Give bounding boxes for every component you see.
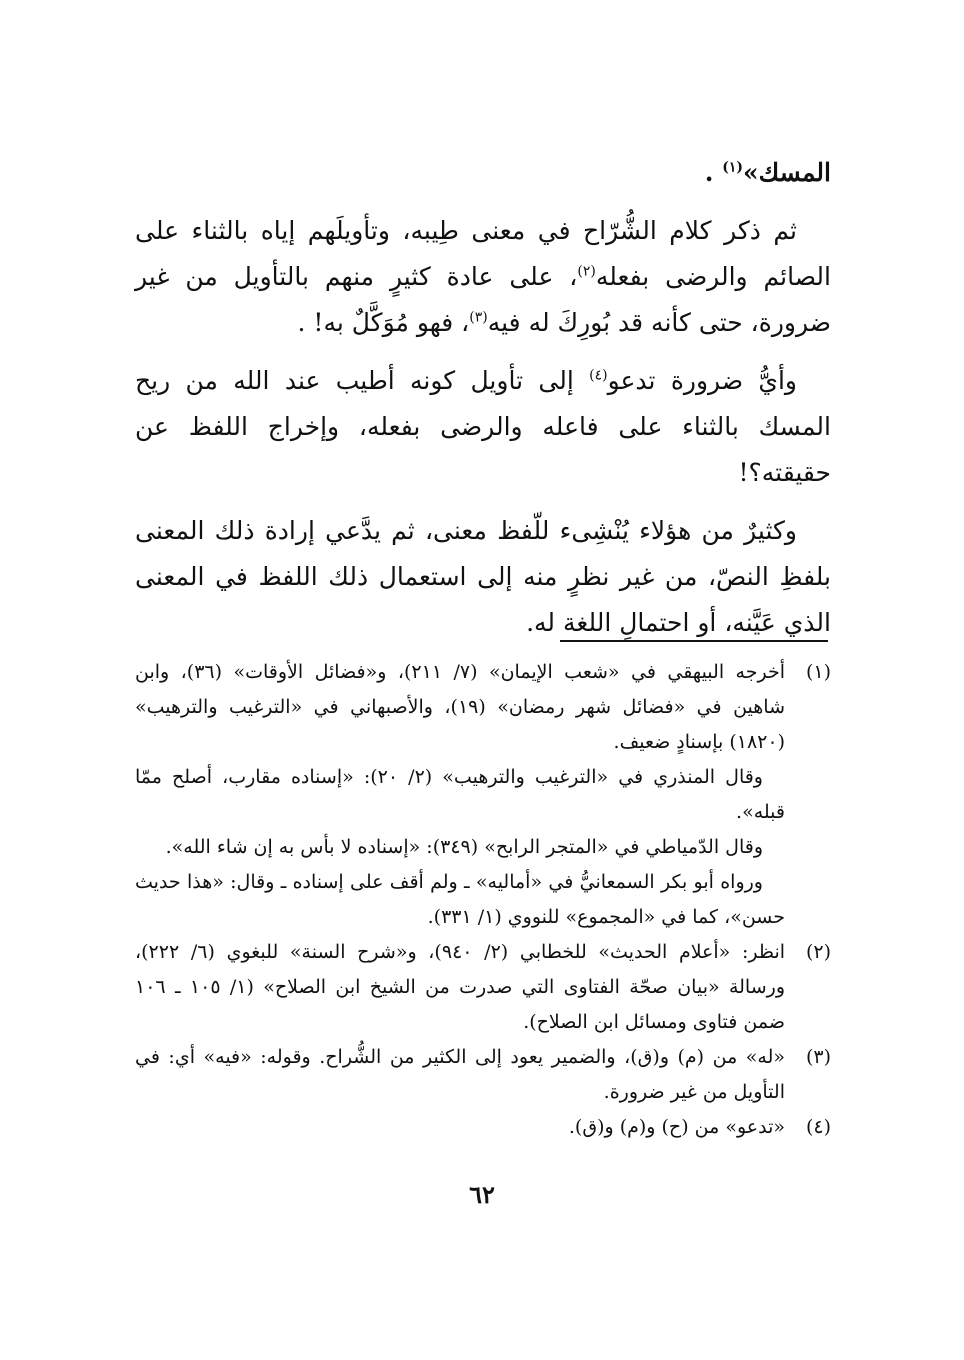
footnote-ref-3: (٣)	[469, 309, 488, 326]
footnote-body	[135, 1040, 785, 1110]
footnote-body	[135, 1110, 785, 1145]
paragraph-1	[135, 208, 831, 346]
paragraph-3: وكثيرٌ من هؤلاء يُنْشِىء للّفظ معنى، ثم يدَّعي إرادة ذلك المعنى بلفظِ النصّ، من غير نظرٍ منه إلى استعمال ذلك اللفظ في المعنى الذي عَيَّنه، أو احتمالِ اللغة له.	[135, 516, 831, 637]
paragraph-2-part-a: وأيُّ ضرورة تدعو	[607, 366, 797, 395]
paragraph-1-part-b: ، على عادة كثيرٍ منهم بالتأويل من غير ضرورة، حتى كأنه قد بُورِكَ له فيه	[135, 262, 831, 337]
footnote-body	[135, 935, 785, 1040]
main-text	[135, 150, 831, 658]
footnote-1	[135, 655, 831, 935]
paragraph-1-part-a: ثم ذكر كلام الشُّرّاح في معنى طِيبه، وتأويلَهم إياه بالثناء على الصائم والرضى بفعله	[135, 216, 831, 291]
footnote-number: (٤)	[805, 1116, 831, 1138]
paragraph-1-part-c: ، فهو مُوَكَّلٌ به! .	[297, 308, 470, 337]
footnote-paragraph: وقال المنذري في «الترغيب والترهيب» (٢/ ٢٠): «إسناده مقارب، أصلح ممّا قبله».	[135, 766, 785, 823]
footnote-ref-4: (٤)	[589, 367, 608, 384]
lead-end: .	[704, 158, 723, 187]
footnote-number: (٢)	[805, 941, 831, 963]
lead-line	[135, 150, 831, 196]
footnote-paragraph: انظر: «أعلام الحديث» للخطابي (٢/ ٩٤٠)، و«شرح السنة» للبغوي (٦/ ٢٢٢)، ورسالة «بيان صحّة الفتاوى التي صدرت من الشيخ ابن الصلاح» (١/ ١٠٥ ـ ١٠٦ ضمن فتاوى ومسائل ابن الصلاح).	[135, 941, 786, 1033]
footnote-paragraph: أخرجه البيهقي في «شعب الإيمان» (٧/ ٢١١)، و«فضائل الأوقات» (٣٦)، وابن شاهين في «فضائل شهر رمضان» (١٩)، والأصبهاني في «الترغيب والترهيب» (١٨٢٠) بإسنادٍ ضعيف.	[135, 661, 785, 753]
footnote-2	[135, 935, 831, 1040]
footnote-paragraph: «له» من (م) و(ق)، والضمير يعود إلى الكثير من الشُّراح. وقوله: «فيه» أي: في التأويل من غير ضرورة.	[135, 1046, 785, 1103]
lead-word: المسك»	[742, 158, 831, 187]
footnote-divider	[560, 640, 828, 642]
footnote-body	[135, 655, 785, 935]
footnote-ref-1: (١)	[722, 159, 743, 176]
footnote-paragraph: «تدعو» من (ح) و(م) و(ق).	[568, 1116, 785, 1138]
footnote-number: (١)	[805, 661, 831, 683]
footnote-ref-2: (٢)	[577, 263, 596, 280]
footnotes	[135, 655, 831, 1145]
footnote-paragraph: ورواه أبو بكر السمعانيُّ في «أماليه» ـ ولم أقف على إسناده ـ وقال: «هذا حديث حسن»، كما في «المجموع» للنووي (١/ ٣٣١).	[135, 871, 785, 928]
footnote-paragraph: وقال الدّمياطي في «المتجر الرابح» (٣٤٩): «إسناده لا بأس به إن شاء الله».	[165, 836, 763, 858]
paragraph-2	[135, 358, 831, 496]
footnote-3	[135, 1040, 831, 1110]
page-number: ٦٢	[469, 1180, 495, 1209]
paragraph-2-part-b: إلى تأويل كونه أطيب عند الله من ريح المسك بالثناء على فاعله والرضى بفعله، وإخراج اللفظ عن حقيقته؟!	[135, 366, 831, 487]
footnote-4	[135, 1110, 831, 1145]
footnote-number: (٣)	[805, 1046, 831, 1068]
